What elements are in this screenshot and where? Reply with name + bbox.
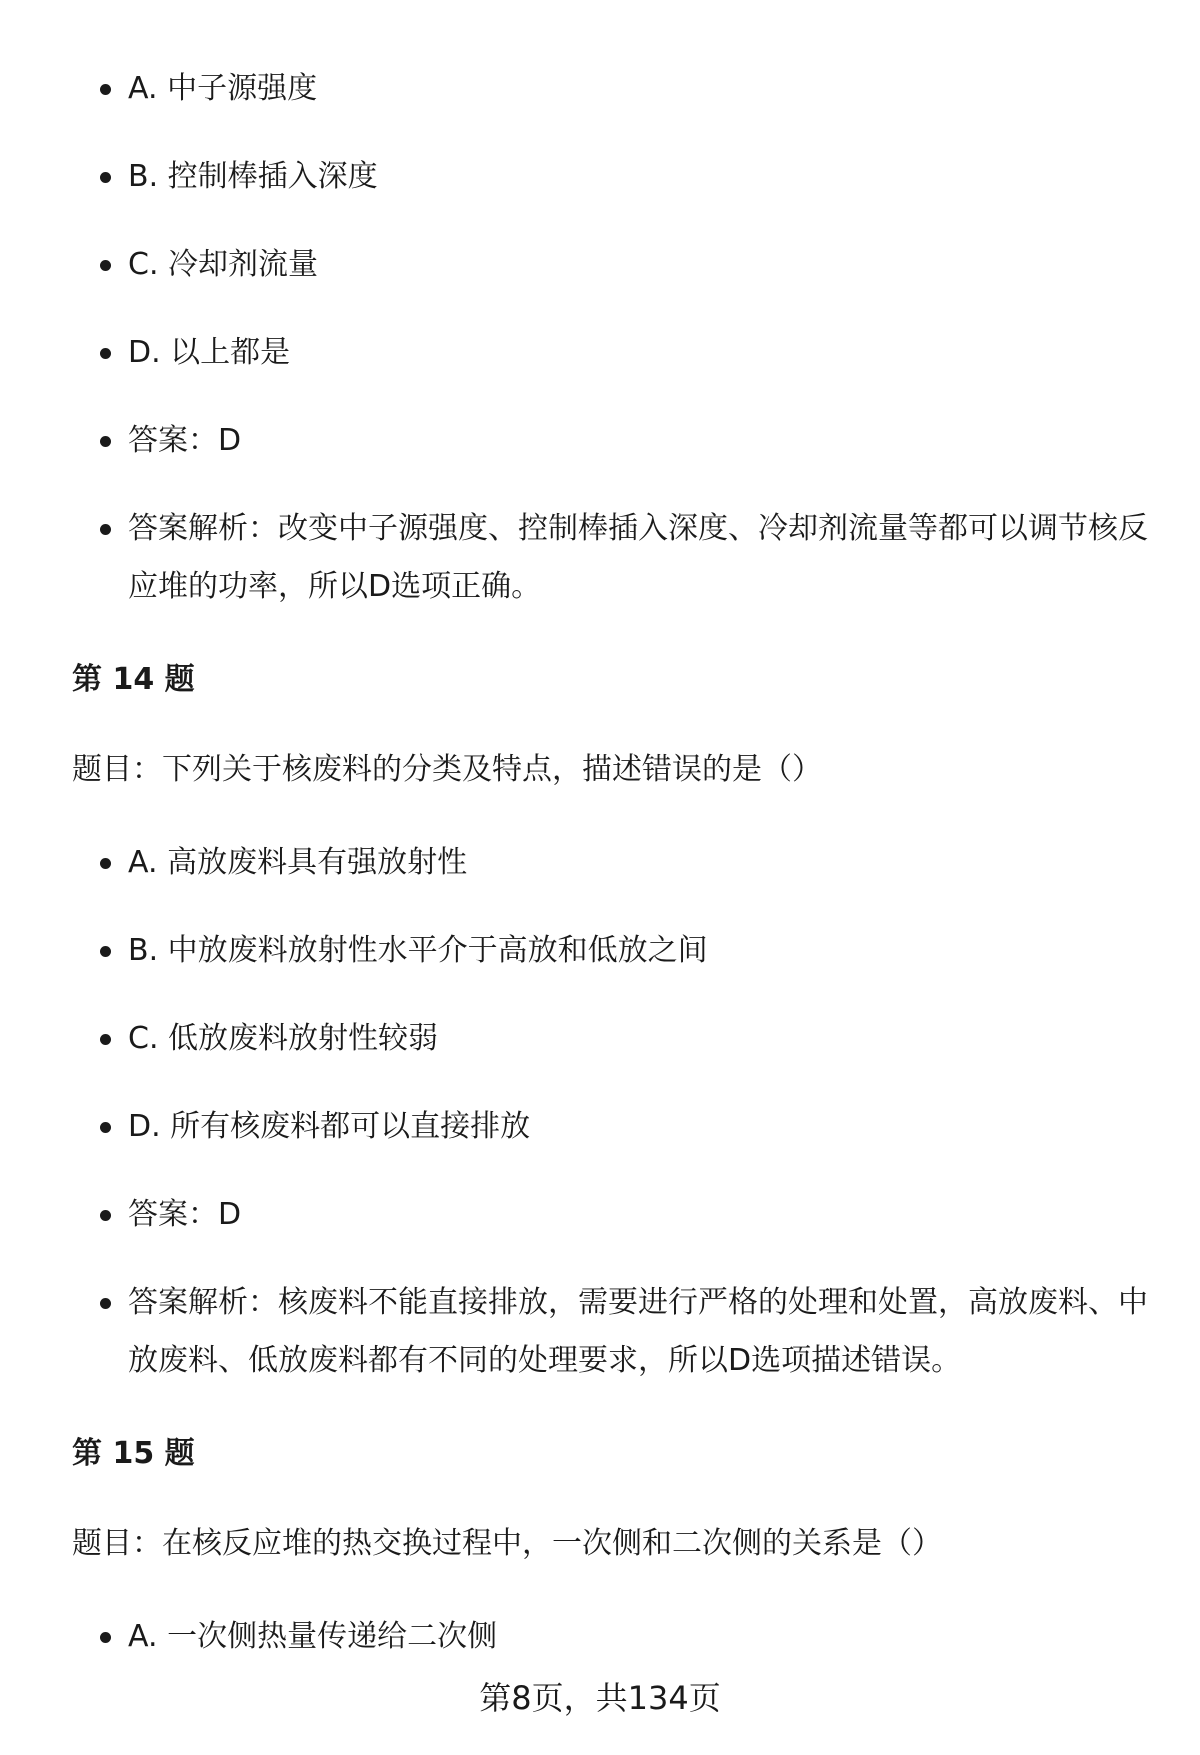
q15-question: 题目：在核反应堆的热交换过程中，一次侧和二次侧的关系是（） [72,1526,942,1561]
q13-option-d: D. 以上都是 [128,324,1148,382]
q13-option-a: A. 中子源强度 [128,60,1148,118]
q14-explanation: 答案解析：核废料不能直接排放，需要进行严格的处理和处置，高放废料、中放废料、低放废料都有不同的处理要求，所以D选项描述错误。 [128,1274,1148,1390]
q13-option-c: C. 冷却剂流量 [128,236,1148,294]
q14-option-a: A. 高放废料具有强放射性 [128,834,1148,892]
q13-option-b: B. 控制棒插入深度 [128,148,1148,206]
page-number-footer: 第8页，共134页 [479,1679,721,1717]
q14-answer: 答案：D [128,1186,1148,1244]
q13-answer: 答案：D [128,412,1148,470]
q14-option-d: D. 所有核废料都可以直接排放 [128,1098,1148,1156]
q15-heading: 第 15 题 [72,1436,195,1471]
q14-option-b: B. 中放废料放射性水平介于高放和低放之间 [128,922,1148,980]
q14-option-c: C. 低放废料放射性较弱 [128,1010,1148,1068]
q14-question: 题目：下列关于核废料的分类及特点，描述错误的是（） [72,752,822,787]
q13-explanation: 答案解析：改变中子源强度、控制棒插入深度、冷却剂流量等都可以调节核反应堆的功率，所以D选项正确。 [128,500,1148,616]
q14-heading: 第 14 题 [72,662,195,697]
q15-option-a: A. 一次侧热量传递给二次侧 [128,1608,1148,1666]
